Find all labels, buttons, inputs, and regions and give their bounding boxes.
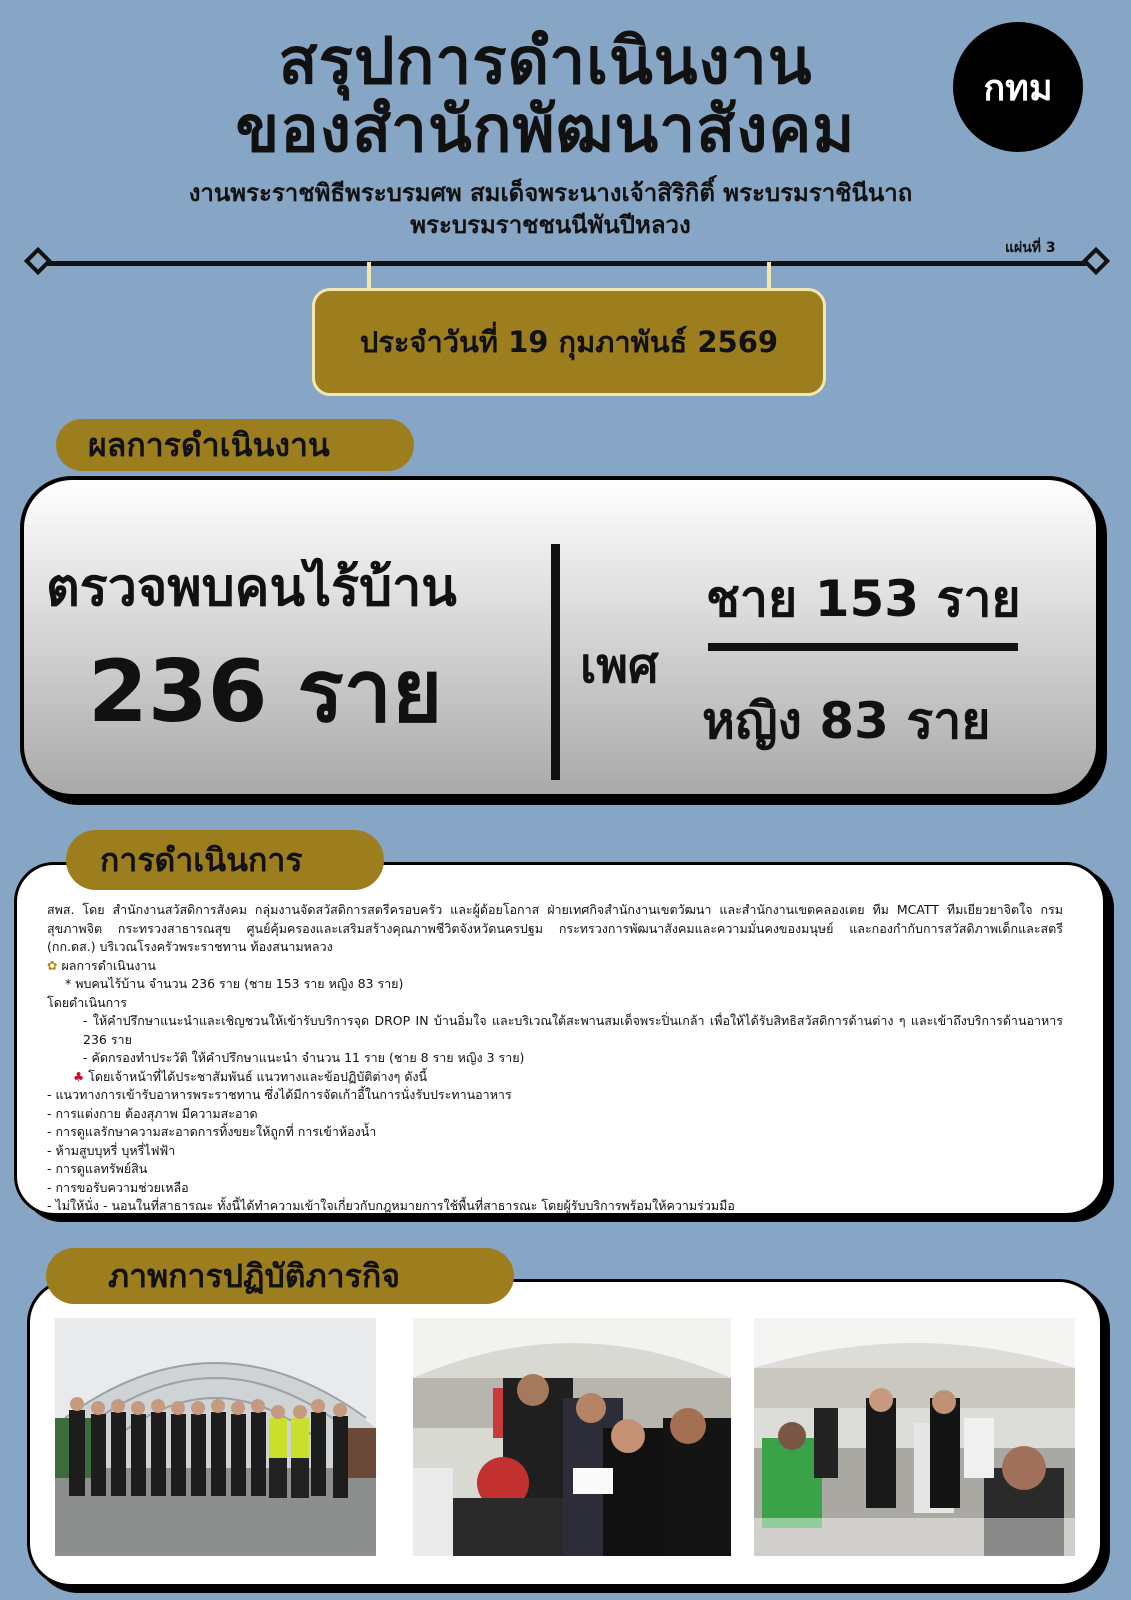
rule-item: - การแต่งกาย ต้องสุภาพ มีความสะอาด [47,1105,258,1121]
rule-item: - แนวทางการเข้ารับอาหารพระราชทาน ซึ่งได้มีการจัดเก้าอี้ในการนั่งรับประทานอาหาร [47,1087,512,1102]
rule-item: - ไม่ให้นั่ง - นอนในที่สาธารณะ ทั้งนี้ได้ทำความเข้าใจเกี่ยวกับกฎหมายการใช้พื้นที่สาธารณะ โดยผู้รับบริการพร้อมให้ความร่วมมือ [47,1198,735,1213]
photos-section-heading [46,1248,514,1304]
method-item-1: - ให้คำปรึกษาแนะนำและเชิญชวนให้เข้ารับบริการจุด DROP IN บ้านอิ่มใจ และบริเวณใต้สะพานสมเด็จพระปิ่นเกล้า เพื่อให้ได้รับสิทธิสวัสดิการด้านต่าง ๆ และเข้าถึงบริการด้านอาหาร 236 ราย [83,1013,1063,1047]
actions-section-heading [66,830,384,890]
gender-divider [708,643,1018,651]
date-banner [312,288,826,396]
result-heading-line: ✿ ผลการดำเนินงาน [47,957,156,973]
actions-paragraph: สพส. โดย สำนักงานสวัสดิการสังคม กลุ่มงานจัดสวัสดิการสตรีครอบครัว และผู้ด้อยโอกาส ฝ่ายเทศกิจสำนักงานเขตวัฒนา และสำนักงานเขตคลองเตย ทีม MCATT ทีมเยียวยาจิตใจ กรมสุขภาพจิต กระทรวงสาธารณสุข ศูนย์คุ้มครองและเสริมสร้างคุณภาพชีวิตจังหวัดนครปฐม กระทรวงการพัฒนาสังคมและความมั่นคงของมนุษย์ และกองกำกับการสวัสดิภาพเด็กและสตรี (กก.ดส.) บริเวณโรงครัวพระราชทาน ท้องสนามหลวง [47,902,1063,954]
maple-leaf-icon: ♣ [73,1068,85,1084]
photos-section-title: ภาพการปฏิบัติภารกิจ [108,1256,400,1295]
male-count: ชาย 153 ราย [706,570,1021,628]
rules-list [47,1086,1063,1216]
divider-left-diamond-icon [24,247,52,275]
results-section-title: ผลการดำเนินงาน [88,425,330,464]
rule-item: - ห้ามสูบบุหรี่ บุหรี่ไฟฟ้า [47,1142,176,1158]
homeless-found-count: 236 ราย [88,642,443,742]
photo-registration [413,1318,731,1556]
female-count: หญิง 83 ราย [702,692,991,750]
method-heading: โดยดำเนินการ [47,994,127,1010]
rule-item: - การดูแลทรัพย์สิน [47,1161,148,1176]
result-item: * พบคนไร้บ้าน จำนวน 236 ราย (ชาย 153 ราย หญิง 83 ราย) [65,976,404,991]
date-text: ประจำวันที่ 19 กุมภาพันธ์ 2569 [359,325,779,359]
results-vertical-divider [551,544,560,780]
title-line-1: สรุปการดำเนินงาน [278,25,813,99]
gender-label: เพศ [580,638,659,694]
results-section-heading [56,419,414,471]
flower-icon: ✿ [47,957,58,973]
photo-dining-area [754,1318,1075,1556]
actions-section-title: การดำเนินการ [100,840,303,879]
divider-right-diamond-icon [1082,247,1110,275]
actions-text [47,901,1063,1216]
actions-card [14,862,1106,1216]
title-line-2: ของสำนักพัฒนาสังคม [235,93,856,167]
subtitle-line-2: พระบรมราชชนนีพันปีหลวง [410,211,691,239]
rule-item: - การดูแลรักษาความสะอาดการทิ้งขยะให้ถูกที่ การเข้าห้องน้ำ [47,1124,377,1139]
photo-team-group [55,1318,376,1556]
staff-heading-line: ♣ โดยเจ้าหน้าที่ได้ประชาสัมพันธ์ แนวทางและข้อปฏิบัติต่างๆ ดังนี้ [73,1068,428,1084]
homeless-found-label: ตรวจพบคนไร้บ้าน [46,558,457,618]
method-item-2: - คัดกรองทำประวัติ ให้คำปรึกษาแนะนำ จำนวน 11 ราย (ชาย 8 ราย หญิง 3 ราย) [83,1050,525,1065]
bma-badge: กทม [953,22,1083,152]
subtitle-line-1: งานพระราชพิธีพระบรมศพ สมเด็จพระนางเจ้าสิริกิติ์ พระบรมราชินีนาถ [188,179,913,207]
sheet-number: แผ่นที่ 3 [1005,240,1056,256]
header-divider [40,261,1090,266]
rule-item: - การขอรับความช่วยเหลือ [47,1179,189,1195]
